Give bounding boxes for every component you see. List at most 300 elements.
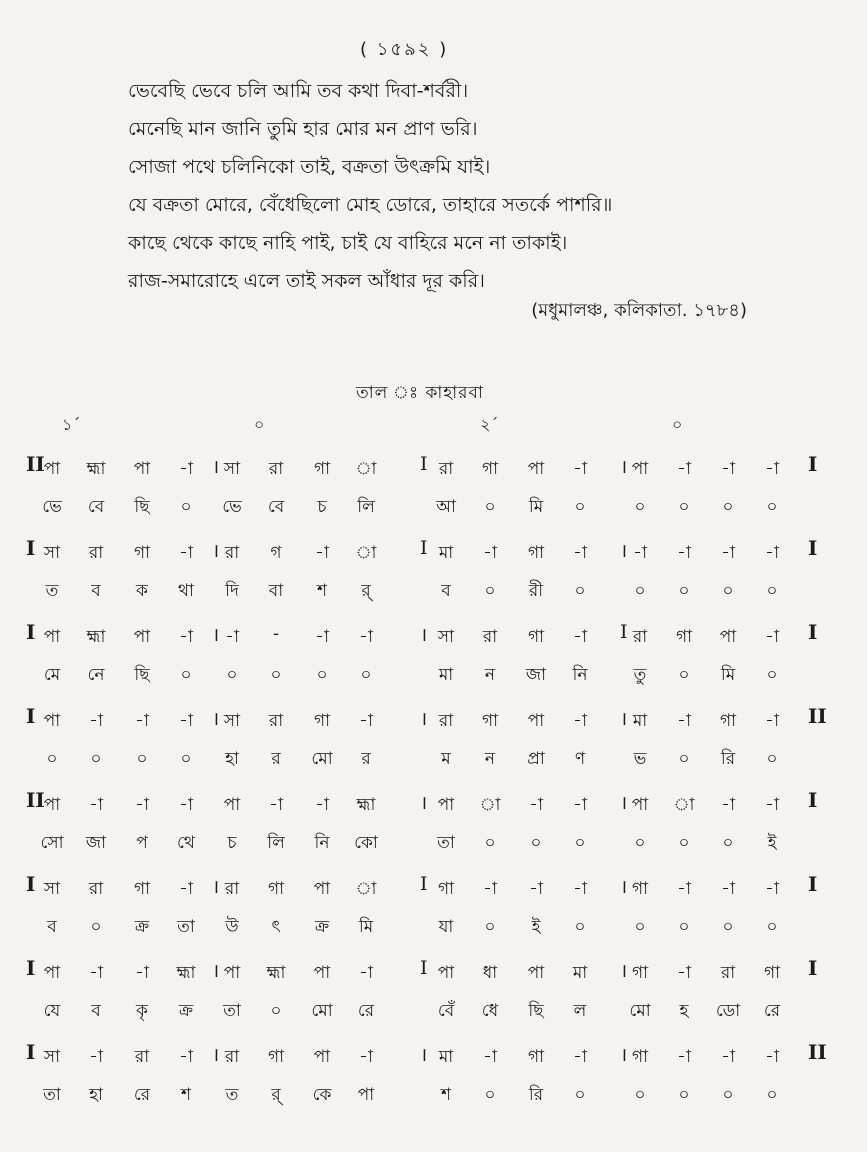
swar-note: হ্মা	[176, 963, 196, 983]
lyric-syllable: নে	[87, 665, 105, 685]
swar-note: গা	[133, 543, 151, 563]
swar-note: -া	[483, 879, 497, 899]
swar-note: -া	[179, 711, 193, 731]
lyric-syllable: ডো	[715, 1001, 741, 1021]
lyric-syllable: ব	[47, 917, 57, 937]
swar-note: গা	[267, 1047, 285, 1067]
lyric-syllable: ০	[722, 497, 734, 517]
bar-separator: I	[420, 957, 428, 979]
lyric-syllable: লি	[357, 497, 375, 517]
lyric-syllable: ০	[722, 1085, 734, 1105]
lyric-line: ভেবেছি ভেবে চলি আমি তব কথা দিবা-শর্বরী।	[128, 80, 469, 102]
bar-line-start: II	[26, 452, 45, 476]
swar-note: পা	[133, 627, 151, 647]
swar-note: -া	[135, 711, 149, 731]
lyric-syllable: ন	[484, 665, 496, 685]
swar-note: -া	[721, 543, 735, 563]
swar-note: া	[355, 543, 377, 563]
swar-note: -া	[765, 795, 779, 815]
swar-note: -া	[573, 459, 587, 479]
beat-marks	[0, 412, 867, 442]
swar-note: গ	[270, 543, 282, 563]
swar-note: -া	[765, 543, 779, 563]
lyric-syllable: হা	[225, 749, 239, 769]
bar-line-start: I	[26, 536, 36, 560]
swar-note: -া	[677, 459, 691, 479]
lyric-syllable: ০	[574, 833, 586, 853]
lyric-syllable: প	[136, 833, 148, 853]
lyric-syllable: ম	[441, 749, 451, 769]
lyric-syllable: ক্র	[178, 1001, 194, 1021]
bar-separator: ।	[212, 624, 220, 646]
swar-note: রা	[438, 711, 454, 731]
swar-note: পা	[527, 711, 545, 731]
swar-note: -া	[677, 963, 691, 983]
swar-note: -া	[89, 963, 103, 983]
lyrics-block	[128, 72, 728, 300]
lyric-syllable: বেঁ	[437, 1001, 455, 1021]
lyric-line: যে বক্রতা মোরে, বেঁধেছিলো মোহ ডোরে, তাহারে সতর্কে পাশরি॥	[128, 194, 613, 216]
swar-note: সা	[223, 711, 241, 731]
bar-separator: ।	[620, 1044, 628, 1066]
lyric-syllable: চ	[317, 497, 327, 517]
lyric-line: কাছে থেকে কাছে নাহি পাই, চাই যে বাহিরে মনে না তাকাই।	[128, 232, 568, 254]
bar-line-end: I	[808, 956, 818, 980]
lyric-syllable: শ	[316, 581, 328, 601]
swar-note: -া	[573, 627, 587, 647]
swar-note: -া	[359, 711, 373, 731]
lyric-syllable: ০	[484, 917, 496, 937]
lyric-syllable: ০	[90, 917, 102, 937]
lyric-syllable: পা	[357, 1085, 375, 1105]
bar-separator: ।	[420, 1044, 428, 1066]
lyric-syllable: মে	[43, 665, 61, 685]
swar-note: -া	[359, 963, 373, 983]
swar-note: -া	[89, 795, 103, 815]
swar-note: -া	[315, 627, 329, 647]
swar-note: া	[355, 879, 377, 899]
lyric-syllable: ০	[90, 749, 102, 769]
lyric-syllable: ধে	[481, 1001, 499, 1021]
swar-note: রা	[224, 879, 240, 899]
swar-note: -া	[765, 711, 779, 731]
source-citation: (মধুমালঞ্চ, কলিকাতা. ১৭৮৪)	[531, 300, 747, 321]
swar-note: রা	[268, 711, 284, 731]
lyric-syllable: মা	[438, 665, 454, 685]
beat-mark: ২´	[480, 415, 499, 434]
swar-note: -া	[179, 459, 193, 479]
lyric-syllable: ছি	[134, 497, 150, 517]
swar-note: পা	[527, 459, 545, 479]
beat-mark: ০	[254, 415, 265, 434]
lyric-syllable: রি	[720, 749, 736, 769]
lyric-syllable: থা	[178, 581, 194, 601]
lyric-syllable: ব	[91, 1001, 101, 1021]
lyric-syllable: থে	[177, 833, 195, 853]
lyric-syllable: যা	[438, 917, 454, 937]
lyric-syllable: লি	[267, 833, 285, 853]
lyric-syllable: ণ	[574, 749, 586, 769]
lyric-syllable: ই	[531, 917, 541, 937]
swar-note: -া	[529, 879, 543, 899]
bar-line-end: II	[808, 704, 827, 728]
lyric-syllable: ই	[767, 833, 777, 853]
swar-note: সা	[437, 627, 455, 647]
bar-separator: I	[620, 621, 628, 643]
lyric-syllable: ০	[484, 1085, 496, 1105]
swar-note: রা	[632, 627, 648, 647]
lyric-syllable: ক্র	[134, 917, 150, 937]
swar-note: গা	[481, 459, 499, 479]
swar-note: গা	[313, 711, 331, 731]
lyric-syllable: র্	[361, 581, 371, 601]
swar-note: হ্মা	[86, 459, 106, 479]
bar-line-start: I	[26, 956, 36, 980]
page-number: ( ১৫৯২ )	[360, 39, 449, 60]
lyric-syllable: ০	[678, 1085, 690, 1105]
swar-note: -া	[633, 543, 647, 563]
swar-note: -া	[573, 795, 587, 815]
swar-note: -া	[721, 1047, 735, 1067]
lyric-syllable: শ	[180, 1085, 192, 1105]
lyric-syllable: ছি	[134, 665, 150, 685]
swar-note: পা	[437, 795, 455, 815]
swar-note: রা	[482, 627, 498, 647]
lyric-syllable: মি	[720, 665, 736, 685]
swar-note: গা	[675, 627, 693, 647]
lyric-syllable: ০	[766, 497, 778, 517]
lyric-line: রাজ-সমারোহে এলে তাই সকল আঁধার দূর করি।	[128, 270, 485, 292]
bar-separator: ।	[212, 876, 220, 898]
lyric-syllable: ভে	[42, 497, 62, 517]
lyric-syllable: রে	[763, 1001, 781, 1021]
lyric-syllable: ০	[722, 833, 734, 853]
swar-note: গা	[267, 879, 285, 899]
lyric-syllable: ০	[574, 581, 586, 601]
lyric-syllable: ০	[574, 1085, 586, 1105]
lyric-syllable: ০	[180, 749, 192, 769]
swar-note: গা	[631, 963, 649, 983]
lyric-syllable: র	[361, 749, 371, 769]
bar-separator: ।	[420, 792, 428, 814]
swar-note: া	[479, 795, 501, 815]
lyric-syllable: সো	[40, 833, 64, 853]
bar-separator: ।	[212, 708, 220, 730]
swar-note: মা	[572, 963, 588, 983]
swar-note: পা	[43, 795, 61, 815]
lyric-syllable: ০	[360, 665, 372, 685]
lyric-syllable: ০	[678, 917, 690, 937]
swar-note: হ্মা	[86, 627, 106, 647]
bar-separator: I	[420, 537, 428, 559]
swar-note: া	[673, 795, 695, 815]
swar-note: -া	[573, 1047, 587, 1067]
swar-note: পা	[43, 963, 61, 983]
swar-note: -া	[89, 1047, 103, 1067]
bar-separator: ।	[620, 960, 628, 982]
lyric-syllable: মো	[629, 1001, 651, 1021]
notation-stave	[0, 450, 867, 530]
taal-heading: তাল ঃ কাহারবা	[356, 383, 484, 403]
swar-note: -া	[225, 627, 239, 647]
lyric-syllable: ০	[270, 665, 282, 685]
swar-note: রা	[88, 879, 104, 899]
swar-note: রা	[438, 459, 454, 479]
swar-note: -া	[89, 711, 103, 731]
swar-note: -া	[179, 879, 193, 899]
swar-note: মা	[632, 711, 648, 731]
bar-separator: ।	[212, 540, 220, 562]
swar-note: পা	[527, 963, 545, 983]
notation-stave	[0, 786, 867, 866]
bar-separator: I	[420, 873, 428, 895]
swar-note: গা	[631, 1047, 649, 1067]
lyric-syllable: মি	[358, 917, 374, 937]
lyric-syllable: ছি	[528, 1001, 544, 1021]
lyric-syllable: ০	[530, 833, 542, 853]
bar-line-start: I	[26, 620, 36, 644]
swar-note: -া	[765, 459, 779, 479]
swar-note: -া	[677, 1047, 691, 1067]
swar-note: পা	[631, 795, 649, 815]
lyric-syllable: হ	[679, 1001, 689, 1021]
bar-line-end: I	[808, 872, 818, 896]
swar-note: পা	[313, 1047, 331, 1067]
swar-note: সা	[43, 543, 61, 563]
lyric-syllable: তা	[177, 917, 195, 937]
swar-note: -া	[315, 795, 329, 815]
bar-separator: ।	[212, 1044, 220, 1066]
lyric-syllable: বে	[267, 497, 285, 517]
swar-note: পা	[437, 963, 455, 983]
swar-note: গা	[527, 543, 545, 563]
lyric-syllable: ০	[484, 581, 496, 601]
swar-note: পা	[313, 963, 331, 983]
swar-note: -া	[721, 459, 735, 479]
swar-note: রা	[224, 1047, 240, 1067]
swar-note: পা	[223, 963, 241, 983]
lyric-syllable: রি	[528, 1085, 544, 1105]
lyric-syllable: ত	[45, 581, 59, 601]
lyric-syllable: দি	[225, 581, 239, 601]
lyric-syllable: ০	[270, 1001, 282, 1021]
lyric-syllable: তা	[43, 1085, 61, 1105]
swar-note: -া	[179, 1047, 193, 1067]
lyric-syllable: ০	[678, 581, 690, 601]
lyric-syllable: মো	[311, 749, 333, 769]
bar-separator: ।	[620, 792, 628, 814]
swar-note: সা	[223, 459, 241, 479]
lyric-line: মেনেছি মান জানি তুমি হার মোর মন প্রাণ ভরি।	[128, 118, 478, 140]
swar-note: -া	[677, 711, 691, 731]
swar-note: -া	[573, 879, 587, 899]
bar-line-end: I	[808, 788, 818, 812]
lyric-syllable: ০	[678, 749, 690, 769]
bar-line-end: II	[808, 1040, 827, 1064]
lyric-syllable: ০	[766, 1085, 778, 1105]
swar-note: গা	[719, 711, 737, 731]
bar-separator: ।	[420, 624, 428, 646]
lyric-syllable: কো	[354, 833, 378, 853]
lyric-syllable: ভ	[633, 749, 647, 769]
bar-line-start: I	[26, 704, 36, 728]
swar-note: -া	[765, 879, 779, 899]
swar-note: -া	[359, 1047, 373, 1067]
lyric-syllable: ০	[574, 917, 586, 937]
swar-note: গা	[313, 459, 331, 479]
notation-stave	[0, 1038, 867, 1118]
swar-note: -া	[483, 543, 497, 563]
lyric-syllable: ০	[634, 1085, 646, 1105]
lyric-syllable: ০	[634, 917, 646, 937]
lyric-syllable: ০	[678, 497, 690, 517]
lyric-syllable: ০	[574, 497, 586, 517]
swar-note: -া	[529, 795, 543, 815]
lyric-syllable: ০	[766, 917, 778, 937]
lyric-syllable: র	[271, 749, 281, 769]
notation-stave	[0, 954, 867, 1034]
swar-note: -	[272, 624, 280, 644]
notation-stave	[0, 534, 867, 614]
lyric-line: সোজা পথে চলিনিকো তাই, বক্রতা উৎক্রমি যাই।	[128, 156, 491, 178]
swar-note: পা	[631, 459, 649, 479]
lyric-syllable: ০	[634, 833, 646, 853]
notation-stave	[0, 870, 867, 950]
lyric-syllable: নি	[572, 665, 588, 685]
lyric-syllable: ০	[634, 581, 646, 601]
notation-stave	[0, 702, 867, 782]
swar-note: হ্মা	[266, 963, 286, 983]
beat-mark: ১´	[62, 415, 81, 434]
swar-note: া	[355, 459, 377, 479]
lyric-syllable: ল	[573, 1001, 587, 1021]
swar-note: পা	[43, 459, 61, 479]
swar-note: -া	[677, 879, 691, 899]
swar-note: পা	[313, 879, 331, 899]
swar-note: পা	[133, 459, 151, 479]
lyric-syllable: শ	[440, 1085, 452, 1105]
lyric-syllable: ০	[678, 833, 690, 853]
bar-line-start: I	[26, 1040, 36, 1064]
swar-note: -া	[359, 627, 373, 647]
lyric-syllable: কে	[312, 1085, 332, 1105]
lyric-syllable: ০	[46, 749, 58, 769]
swar-note: গা	[763, 963, 781, 983]
lyric-syllable: তা	[437, 833, 455, 853]
swar-note: রা	[268, 459, 284, 479]
bar-separator: ।	[212, 456, 220, 478]
swar-note: -া	[179, 543, 193, 563]
lyric-syllable: রে	[357, 1001, 375, 1021]
lyric-syllable: কৃ	[136, 1001, 148, 1021]
lyric-syllable: ০	[484, 833, 496, 853]
swar-note: গা	[527, 1047, 545, 1067]
lyric-syllable: র্	[271, 1085, 281, 1105]
lyric-syllable: ক্র	[314, 917, 330, 937]
lyric-syllable: ০	[484, 497, 496, 517]
swar-note: -া	[765, 1047, 779, 1067]
swar-note: হ্মা	[356, 795, 376, 815]
swar-note: গা	[437, 879, 455, 899]
lyric-syllable: ০	[766, 749, 778, 769]
swar-note: পা	[719, 627, 737, 647]
swar-note: -া	[765, 627, 779, 647]
swar-note: -া	[721, 879, 735, 899]
lyric-syllable: নি	[314, 833, 330, 853]
lyric-syllable: রে	[133, 1085, 151, 1105]
bar-line-end: I	[808, 536, 818, 560]
lyric-syllable: ক	[136, 581, 148, 601]
swar-note: -া	[573, 543, 587, 563]
swar-note: -া	[483, 1047, 497, 1067]
lyric-syllable: ভে	[222, 497, 242, 517]
beat-mark: ০	[672, 415, 683, 434]
swar-note: -া	[269, 795, 283, 815]
lyric-syllable: তু	[633, 665, 647, 685]
bar-line-start: I	[26, 872, 36, 896]
lyric-syllable: জা	[525, 665, 547, 685]
notation-stave	[0, 618, 867, 698]
swar-note: পা	[43, 711, 61, 731]
lyric-syllable: ০	[722, 581, 734, 601]
swar-note: রা	[88, 543, 104, 563]
swar-note: -া	[573, 711, 587, 731]
swar-note: মা	[438, 1047, 454, 1067]
swar-note: -া	[179, 795, 193, 815]
swar-note: সা	[43, 1047, 61, 1067]
swar-note: -া	[315, 543, 329, 563]
swar-note: গা	[631, 879, 649, 899]
lyric-syllable: ০	[678, 665, 690, 685]
swar-note: গা	[527, 627, 545, 647]
bar-separator: ।	[620, 540, 628, 562]
lyric-syllable: আ	[436, 497, 456, 517]
lyric-syllable: ০	[722, 917, 734, 937]
lyric-syllable: হা	[89, 1085, 103, 1105]
swar-note: পা	[43, 627, 61, 647]
swar-note: রা	[224, 543, 240, 563]
lyric-syllable: মো	[311, 1001, 333, 1021]
swar-note: পা	[223, 795, 241, 815]
swar-note: গা	[133, 879, 151, 899]
lyric-syllable: ব	[91, 581, 101, 601]
swar-note: রা	[720, 963, 736, 983]
lyric-syllable: ০	[766, 665, 778, 685]
lyric-syllable: যে	[43, 1001, 61, 1021]
lyric-syllable: রী	[528, 581, 544, 601]
lyric-syllable: বে	[87, 497, 105, 517]
lyric-syllable: ০	[180, 665, 192, 685]
lyric-syllable: প্রা	[527, 749, 545, 769]
swar-note: গা	[481, 711, 499, 731]
swar-note: ধা	[482, 963, 498, 983]
bar-line-end: I	[808, 452, 818, 476]
lyric-syllable: ত	[225, 1085, 239, 1105]
lyric-syllable: তা	[223, 1001, 241, 1021]
swar-note: রা	[134, 1047, 150, 1067]
bar-separator: ।	[420, 708, 428, 730]
swar-note: -া	[135, 963, 149, 983]
lyric-syllable: ০	[634, 497, 646, 517]
bar-separator: I	[420, 453, 428, 475]
bar-separator: ।	[620, 876, 628, 898]
swar-note: -া	[135, 795, 149, 815]
lyric-syllable: ন	[484, 749, 496, 769]
lyric-syllable: মি	[528, 497, 544, 517]
bar-separator: ।	[620, 708, 628, 730]
lyric-syllable: ০	[766, 581, 778, 601]
swar-note: -া	[179, 627, 193, 647]
